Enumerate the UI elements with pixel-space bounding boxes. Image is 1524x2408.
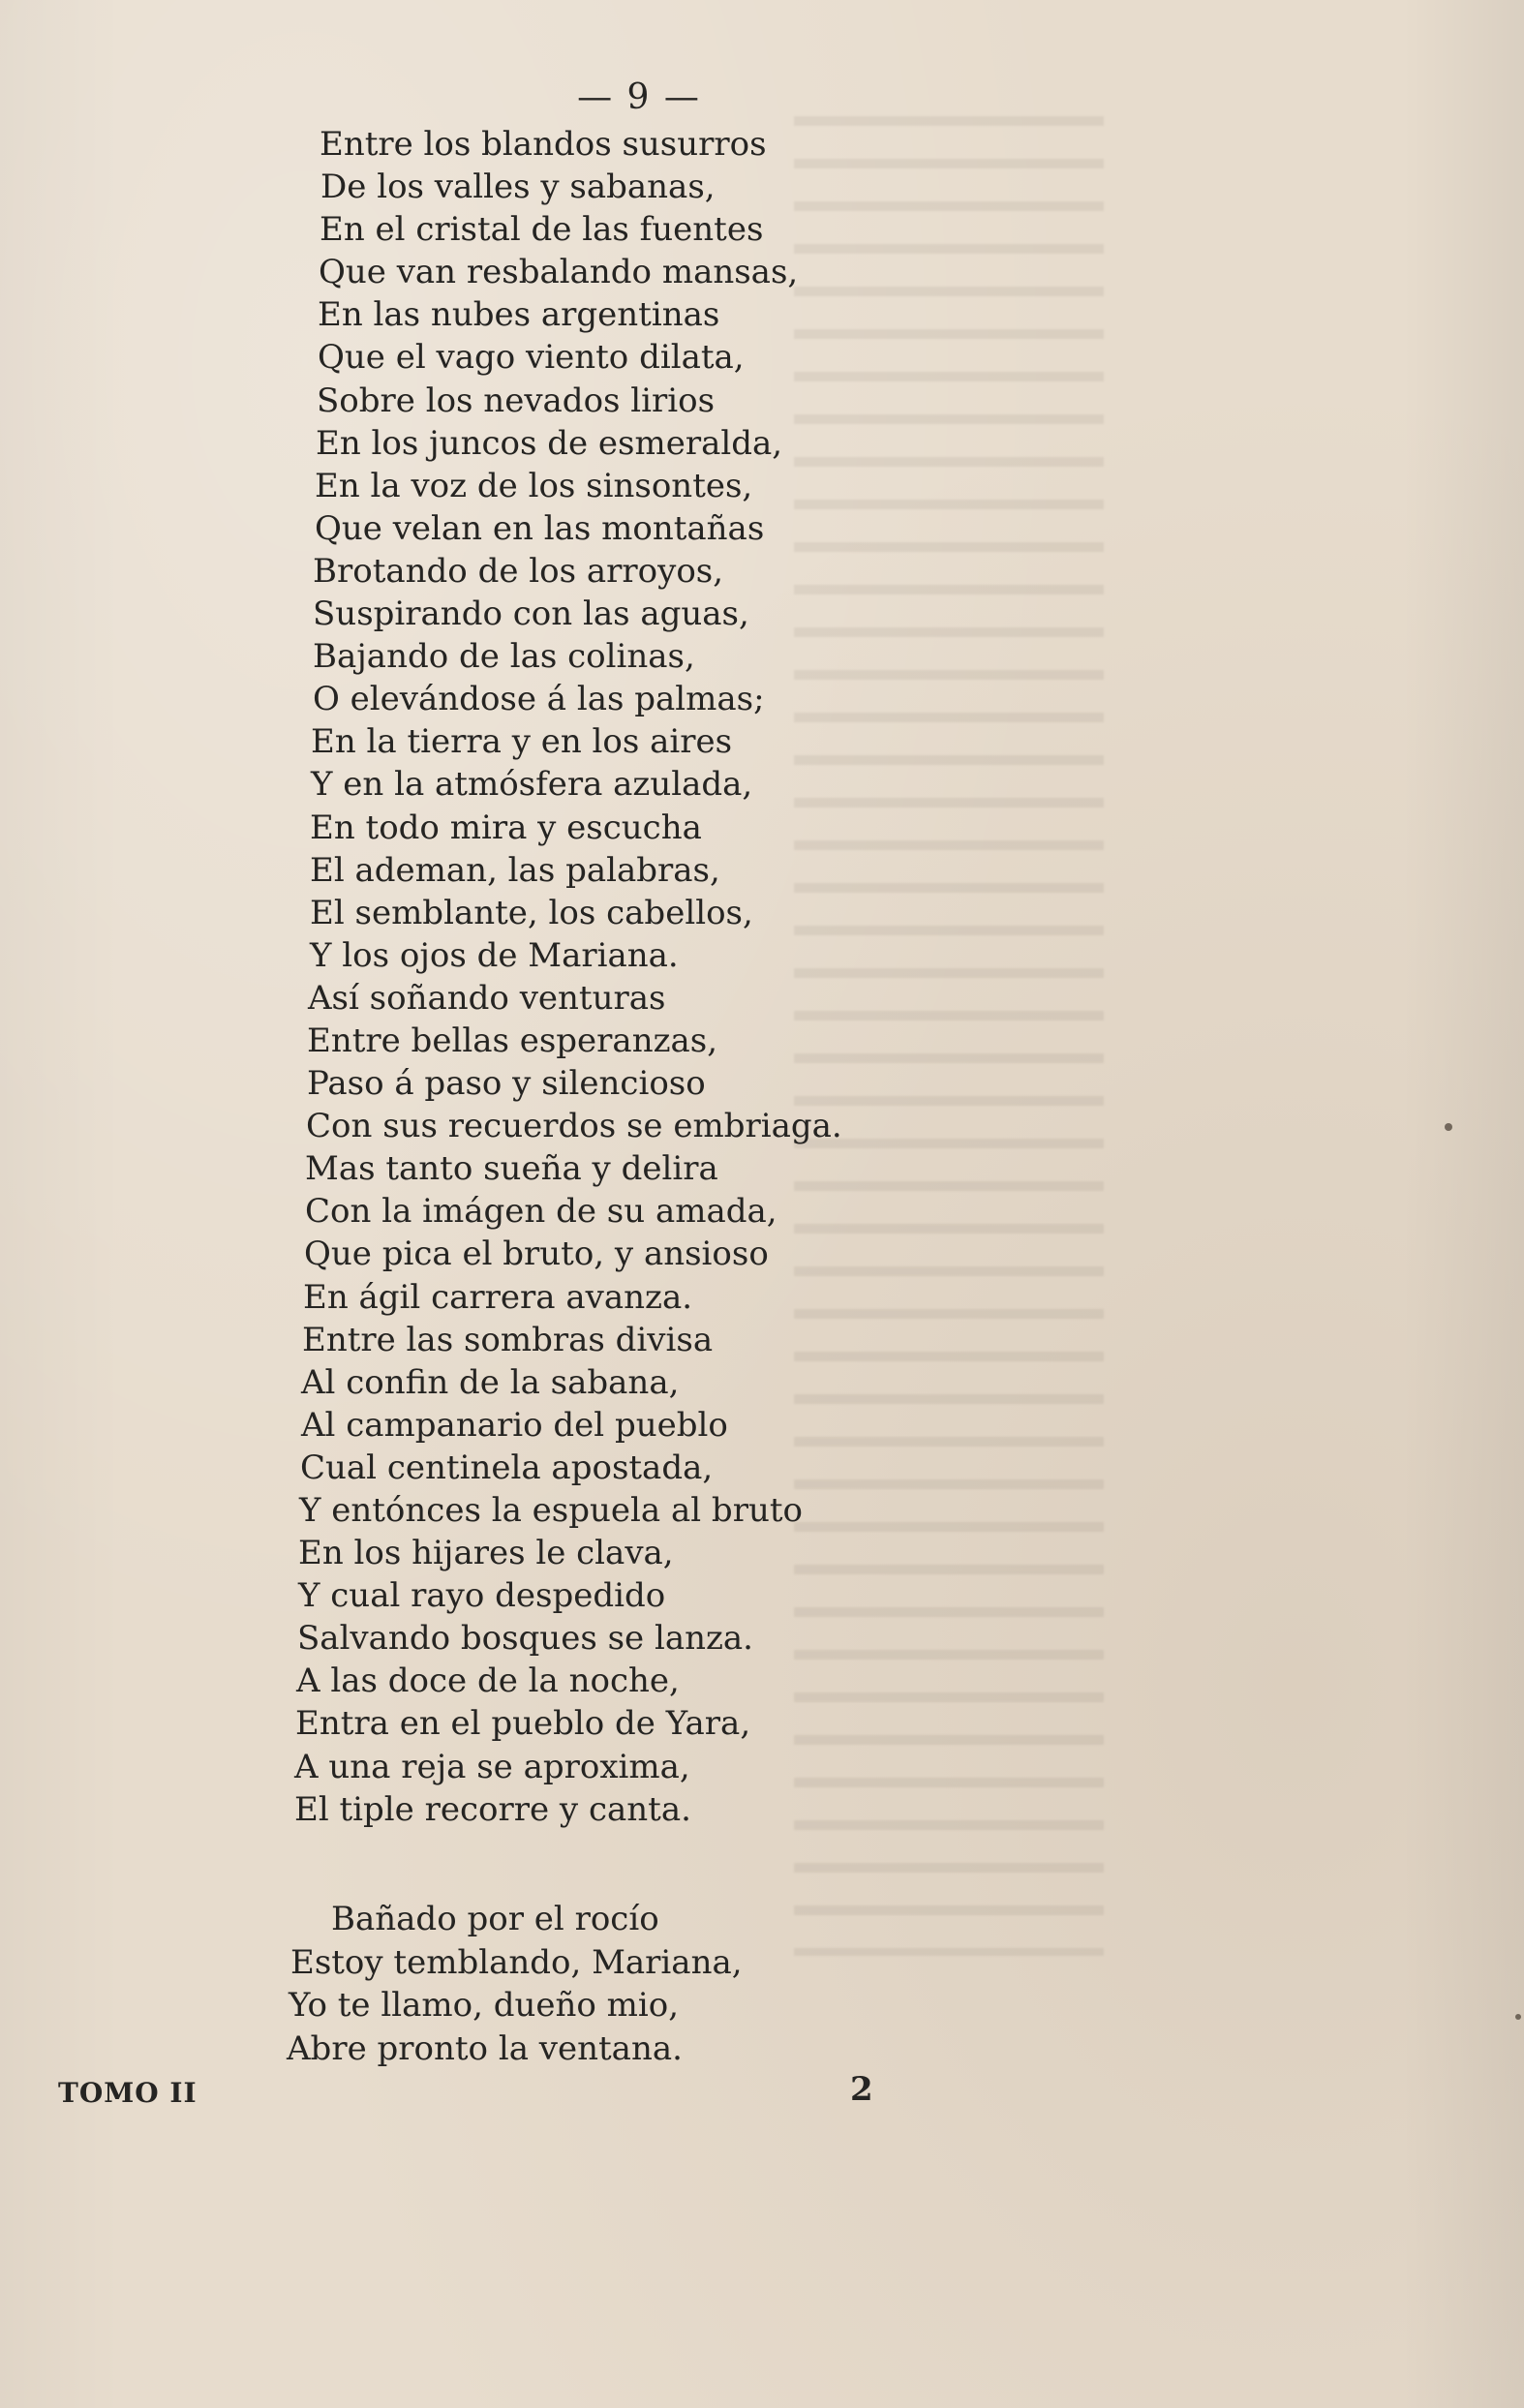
- verse-line: En las nubes argentinas: [318, 295, 720, 335]
- ink-speck: [1515, 2014, 1521, 2020]
- ink-speck: [1445, 1123, 1452, 1131]
- verse-line: Que van resbalando mansas,: [319, 253, 799, 292]
- verse-line: Con sus recuerdos se embriaga.: [306, 1107, 842, 1146]
- verse-line: Entra en el pueblo de Yara,: [295, 1704, 751, 1744]
- verse-line: Al confin de la sabana,: [301, 1362, 680, 1402]
- verse-line: Entre bellas esperanzas,: [307, 1021, 718, 1060]
- verse-line: En el cristal de las fuentes: [320, 210, 764, 250]
- verse-line: En ágil carrera avanza.: [303, 1277, 693, 1317]
- verse-line: Y entónces la espuela al bruto: [299, 1491, 803, 1530]
- verse-line: Que velan en las montañas: [315, 508, 765, 548]
- poem-stanza-1: [281, 123, 900, 1831]
- verse-line: Brotando de los arroyos,: [313, 551, 724, 591]
- verse-line: Sobre los nevados lirios: [317, 381, 716, 420]
- verse-line: Entre las sombras divisa: [302, 1320, 714, 1359]
- verse-line: Con la imágen de su amada,: [305, 1192, 777, 1232]
- verse-line: Salvando bosques se lanza.: [297, 1619, 753, 1659]
- verse-line: En todo mira y escucha: [310, 808, 702, 847]
- verse-line: A una reja se aproxima,: [294, 1747, 690, 1786]
- verse-line: Bañado por el rocío: [331, 1900, 659, 1938]
- verse-line: En los hijares le clava,: [298, 1534, 674, 1573]
- verse-line: Y en la atmósfera azulada,: [311, 765, 753, 805]
- page-header-number: — 9 —: [577, 77, 701, 117]
- verse-line: A las doce de la noche,: [296, 1661, 680, 1701]
- verse-line: Yo te llamo, dueño mio,: [289, 1986, 680, 2025]
- verse-line: Bajando de las colinas,: [313, 637, 695, 677]
- poem-stanza-2: [281, 1898, 900, 2070]
- verse-line: Entre los blandos susurros: [320, 125, 767, 164]
- volume-signature: TOMO II: [58, 2077, 198, 2109]
- verse-line: O elevándose á las palmas;: [313, 680, 765, 719]
- signature-number: 2: [850, 2070, 873, 2109]
- verse-line: Paso á paso y silencioso: [307, 1064, 706, 1104]
- verse-line: Estoy temblando, Mariana,: [290, 1942, 743, 1982]
- verse-line: Que el vago viento dilata,: [318, 338, 745, 378]
- verse-line: El semblante, los cabellos,: [310, 893, 753, 932]
- verse-line: De los valles y sabanas,: [320, 168, 716, 207]
- verse-line: Al campanario del pueblo: [301, 1405, 728, 1445]
- verse-line: Mas tanto sueña y delira: [305, 1149, 718, 1189]
- verse-line: Y cual rayo despedido: [298, 1576, 666, 1616]
- verse-line: Y los ojos de Mariana.: [310, 935, 679, 975]
- verse-line: En los juncos de esmeralda,: [316, 423, 783, 463]
- verse-line: Cual centinela apostada,: [300, 1448, 714, 1487]
- verse-line: El tiple recorre y canta.: [294, 1789, 691, 1829]
- verse-line: Así soñando venturas: [308, 978, 666, 1018]
- verse-line: Abre pronto la ventana.: [287, 2028, 683, 2068]
- verse-line: En la tierra y en los aires: [311, 722, 733, 762]
- verse-line: Suspirando con las aguas,: [313, 594, 749, 634]
- verse-line: Que pica el bruto, y ansioso: [304, 1234, 769, 1274]
- verse-line: En la voz de los sinsontes,: [315, 466, 753, 505]
- verse-line: El ademan, las palabras,: [310, 850, 720, 890]
